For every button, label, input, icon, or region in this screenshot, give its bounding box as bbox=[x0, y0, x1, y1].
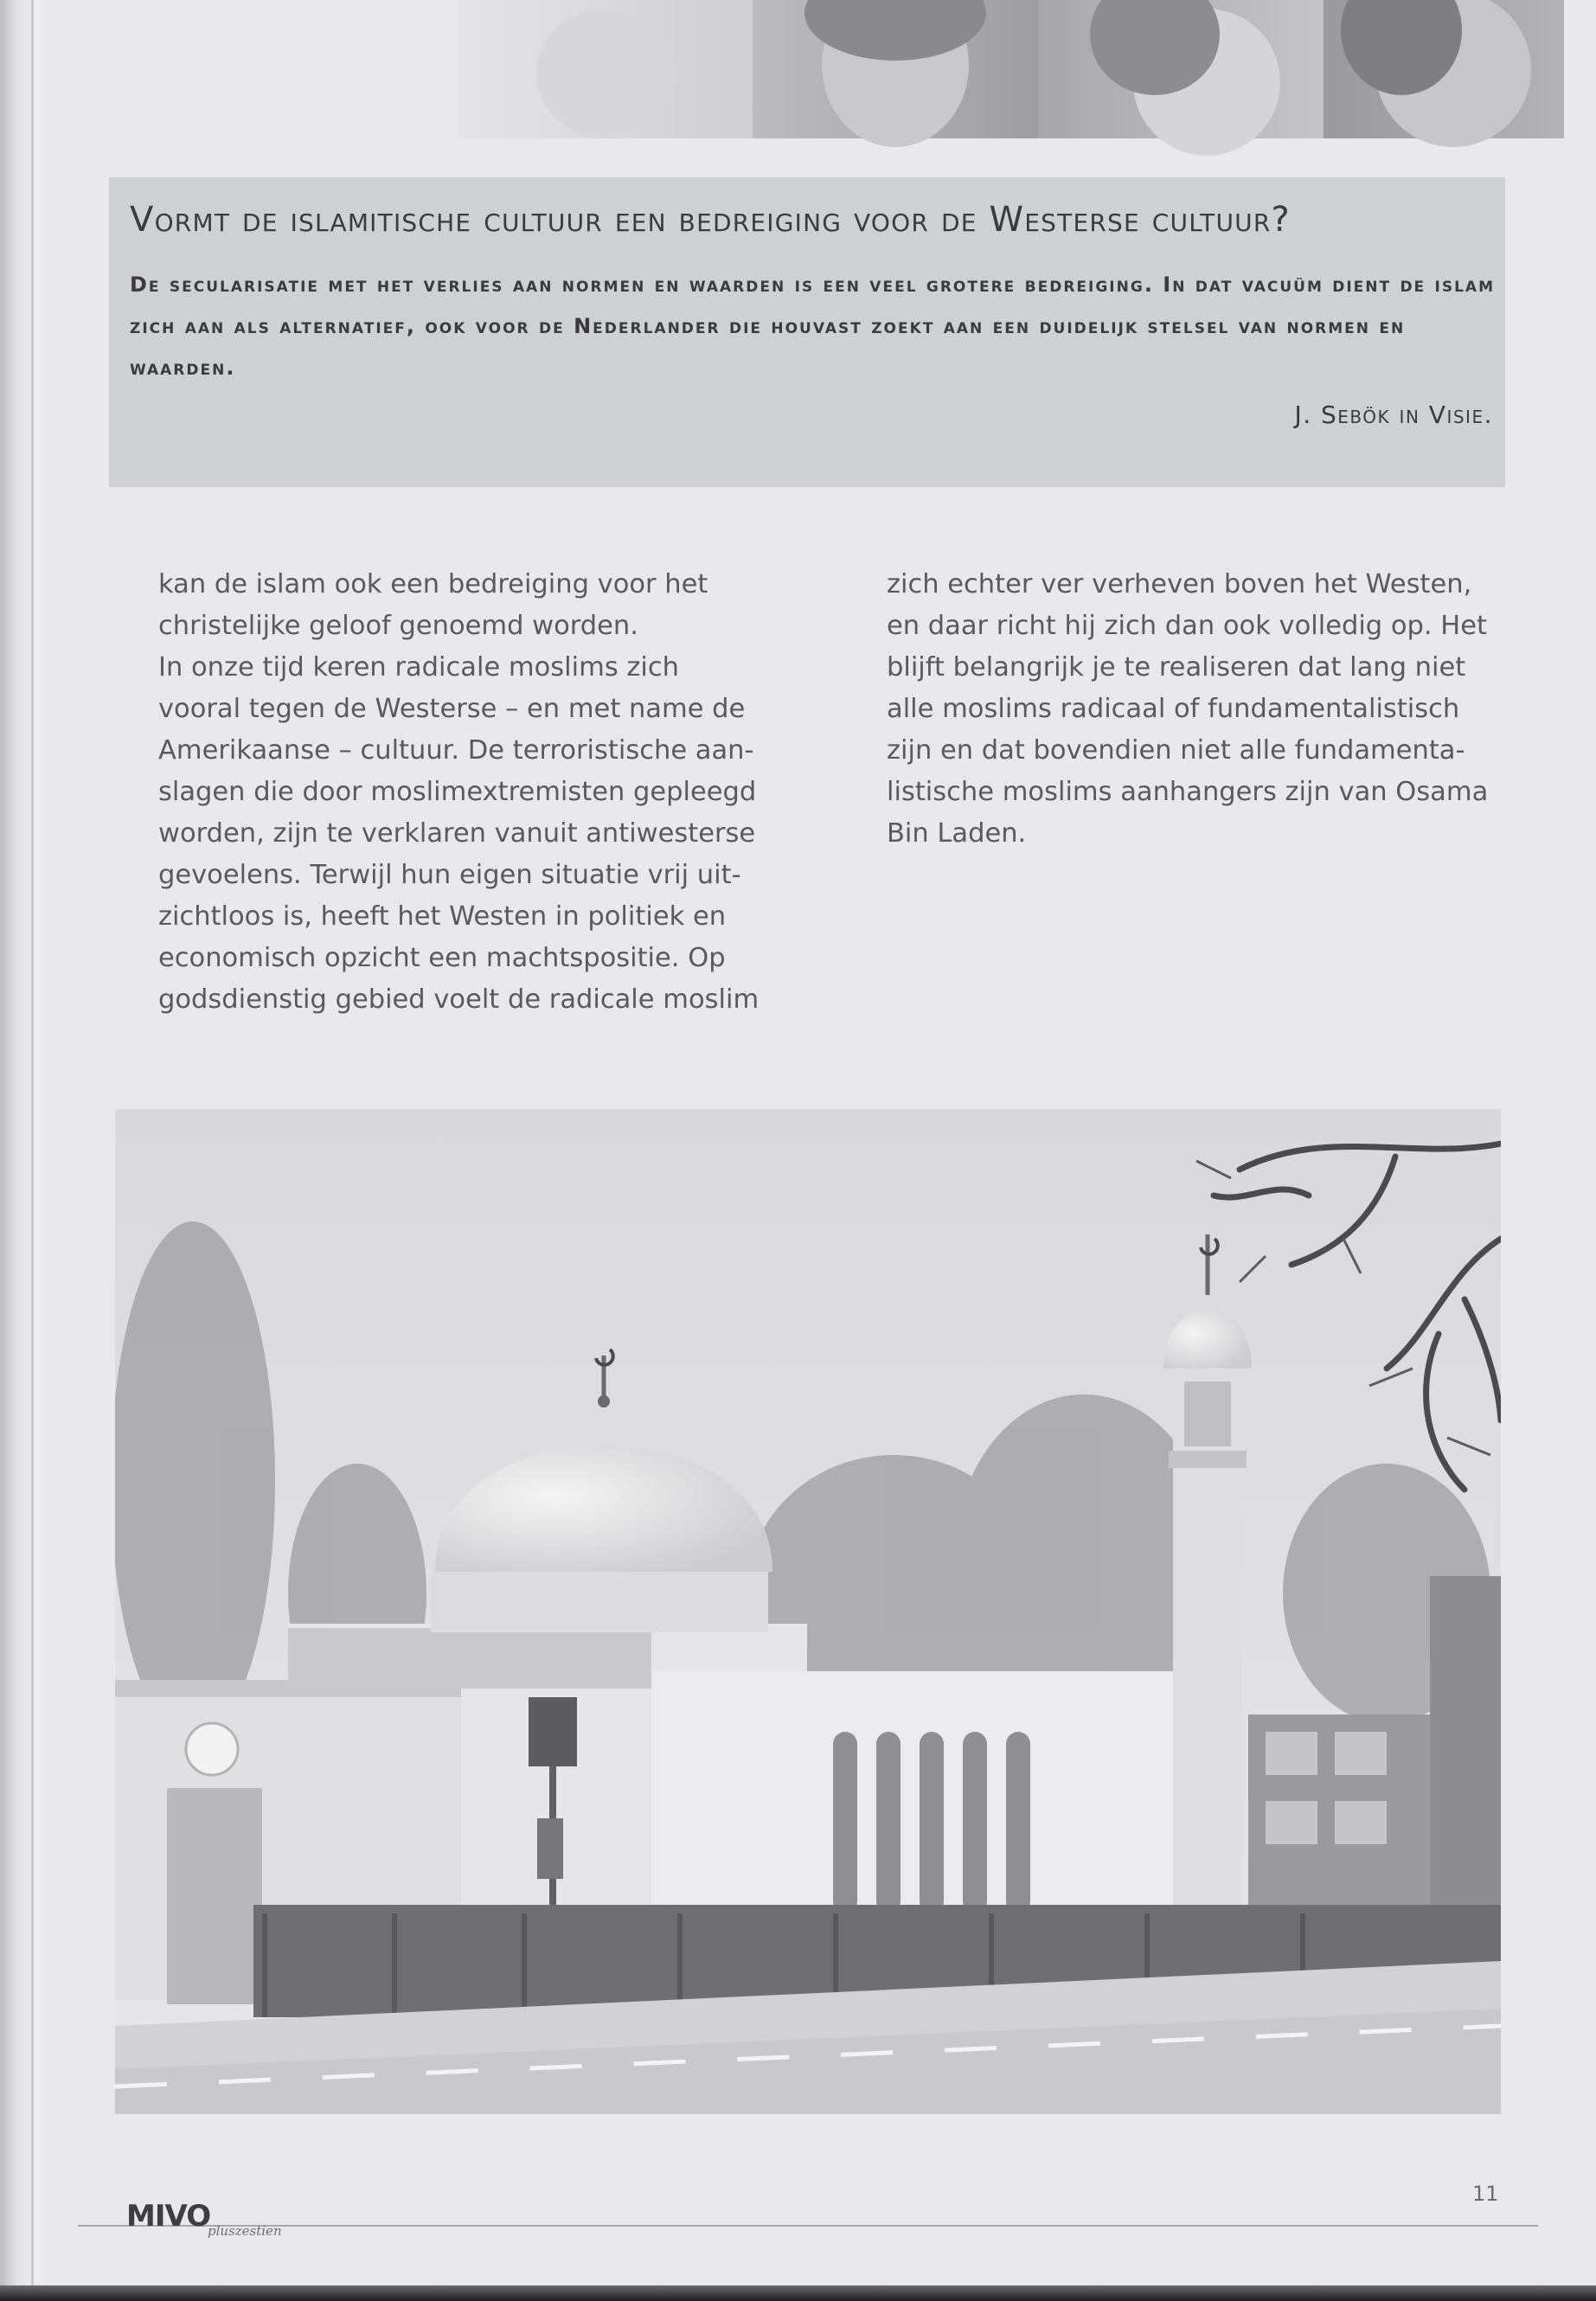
page-bottom-edge bbox=[0, 2285, 1596, 2301]
footer-rule bbox=[78, 2225, 1538, 2227]
page-edge-shadow bbox=[0, 0, 43, 2301]
body-column-right: zich echter ver verheven boven het Westen, en daar richt hij zich dan ook volledig op. Het blijft belangrijk je te realiseren dat lang niet alle moslims radicaal of fundamentalistisch zijn en dat bovendien niet alle fundamenta- listische moslims aanhangers zijn van Osama Bin Laden. bbox=[887, 569, 1489, 849]
body-column-left: kan de islam ook een bedreiging voor het christelijke geloof genoemd worden. In onze tijd keren radicale moslims zich vooral tegen de Westerse – en met name de Amerikaanse – cultuur. De terroristische aan- slagen die door moslimextremisten gepleegd worden, zijn te verklaren vanuit antiwesterse gevoelens. Terwijl hun eigen situatie vrij uit- zichtloos is, heeft het Westen in politiek en economisch opzicht een machtspositie. Op godsdienstig gebied voelt de radicale moslim bbox=[158, 569, 760, 1015]
footer-logo: MIVO bbox=[126, 2199, 211, 2234]
mosque-photo bbox=[115, 1109, 1501, 2114]
quote-box bbox=[109, 177, 1505, 487]
page-number: 11 bbox=[1472, 2182, 1499, 2206]
quote-text: De secularisatie met het verlies aan normen en waarden is een veel grotere bedreiging. In dat vacuüm dient de islam zich aan als alternatief, ook voor de Nederlander die houvast zoekt aan een duidelijk stelsel van normen en waarden. bbox=[130, 272, 1495, 380]
portrait-tile-3 bbox=[1038, 0, 1324, 138]
page-edge-line bbox=[31, 0, 34, 2301]
portrait-tile-2 bbox=[753, 0, 1038, 138]
quote-question: Vormt de islamitische cultuur een bedreiging voor de Westerse cultuur? bbox=[130, 200, 1291, 240]
portrait-tile-4 bbox=[1324, 0, 1564, 138]
mosque-illustration bbox=[115, 1109, 1501, 2114]
footer-logo-subtitle: pluszestien bbox=[208, 2223, 282, 2239]
portrait-tile-1 bbox=[458, 0, 753, 138]
header-portrait-strip bbox=[458, 0, 1564, 138]
quote-attribution: J. Sebök in Visie. bbox=[1294, 401, 1493, 429]
